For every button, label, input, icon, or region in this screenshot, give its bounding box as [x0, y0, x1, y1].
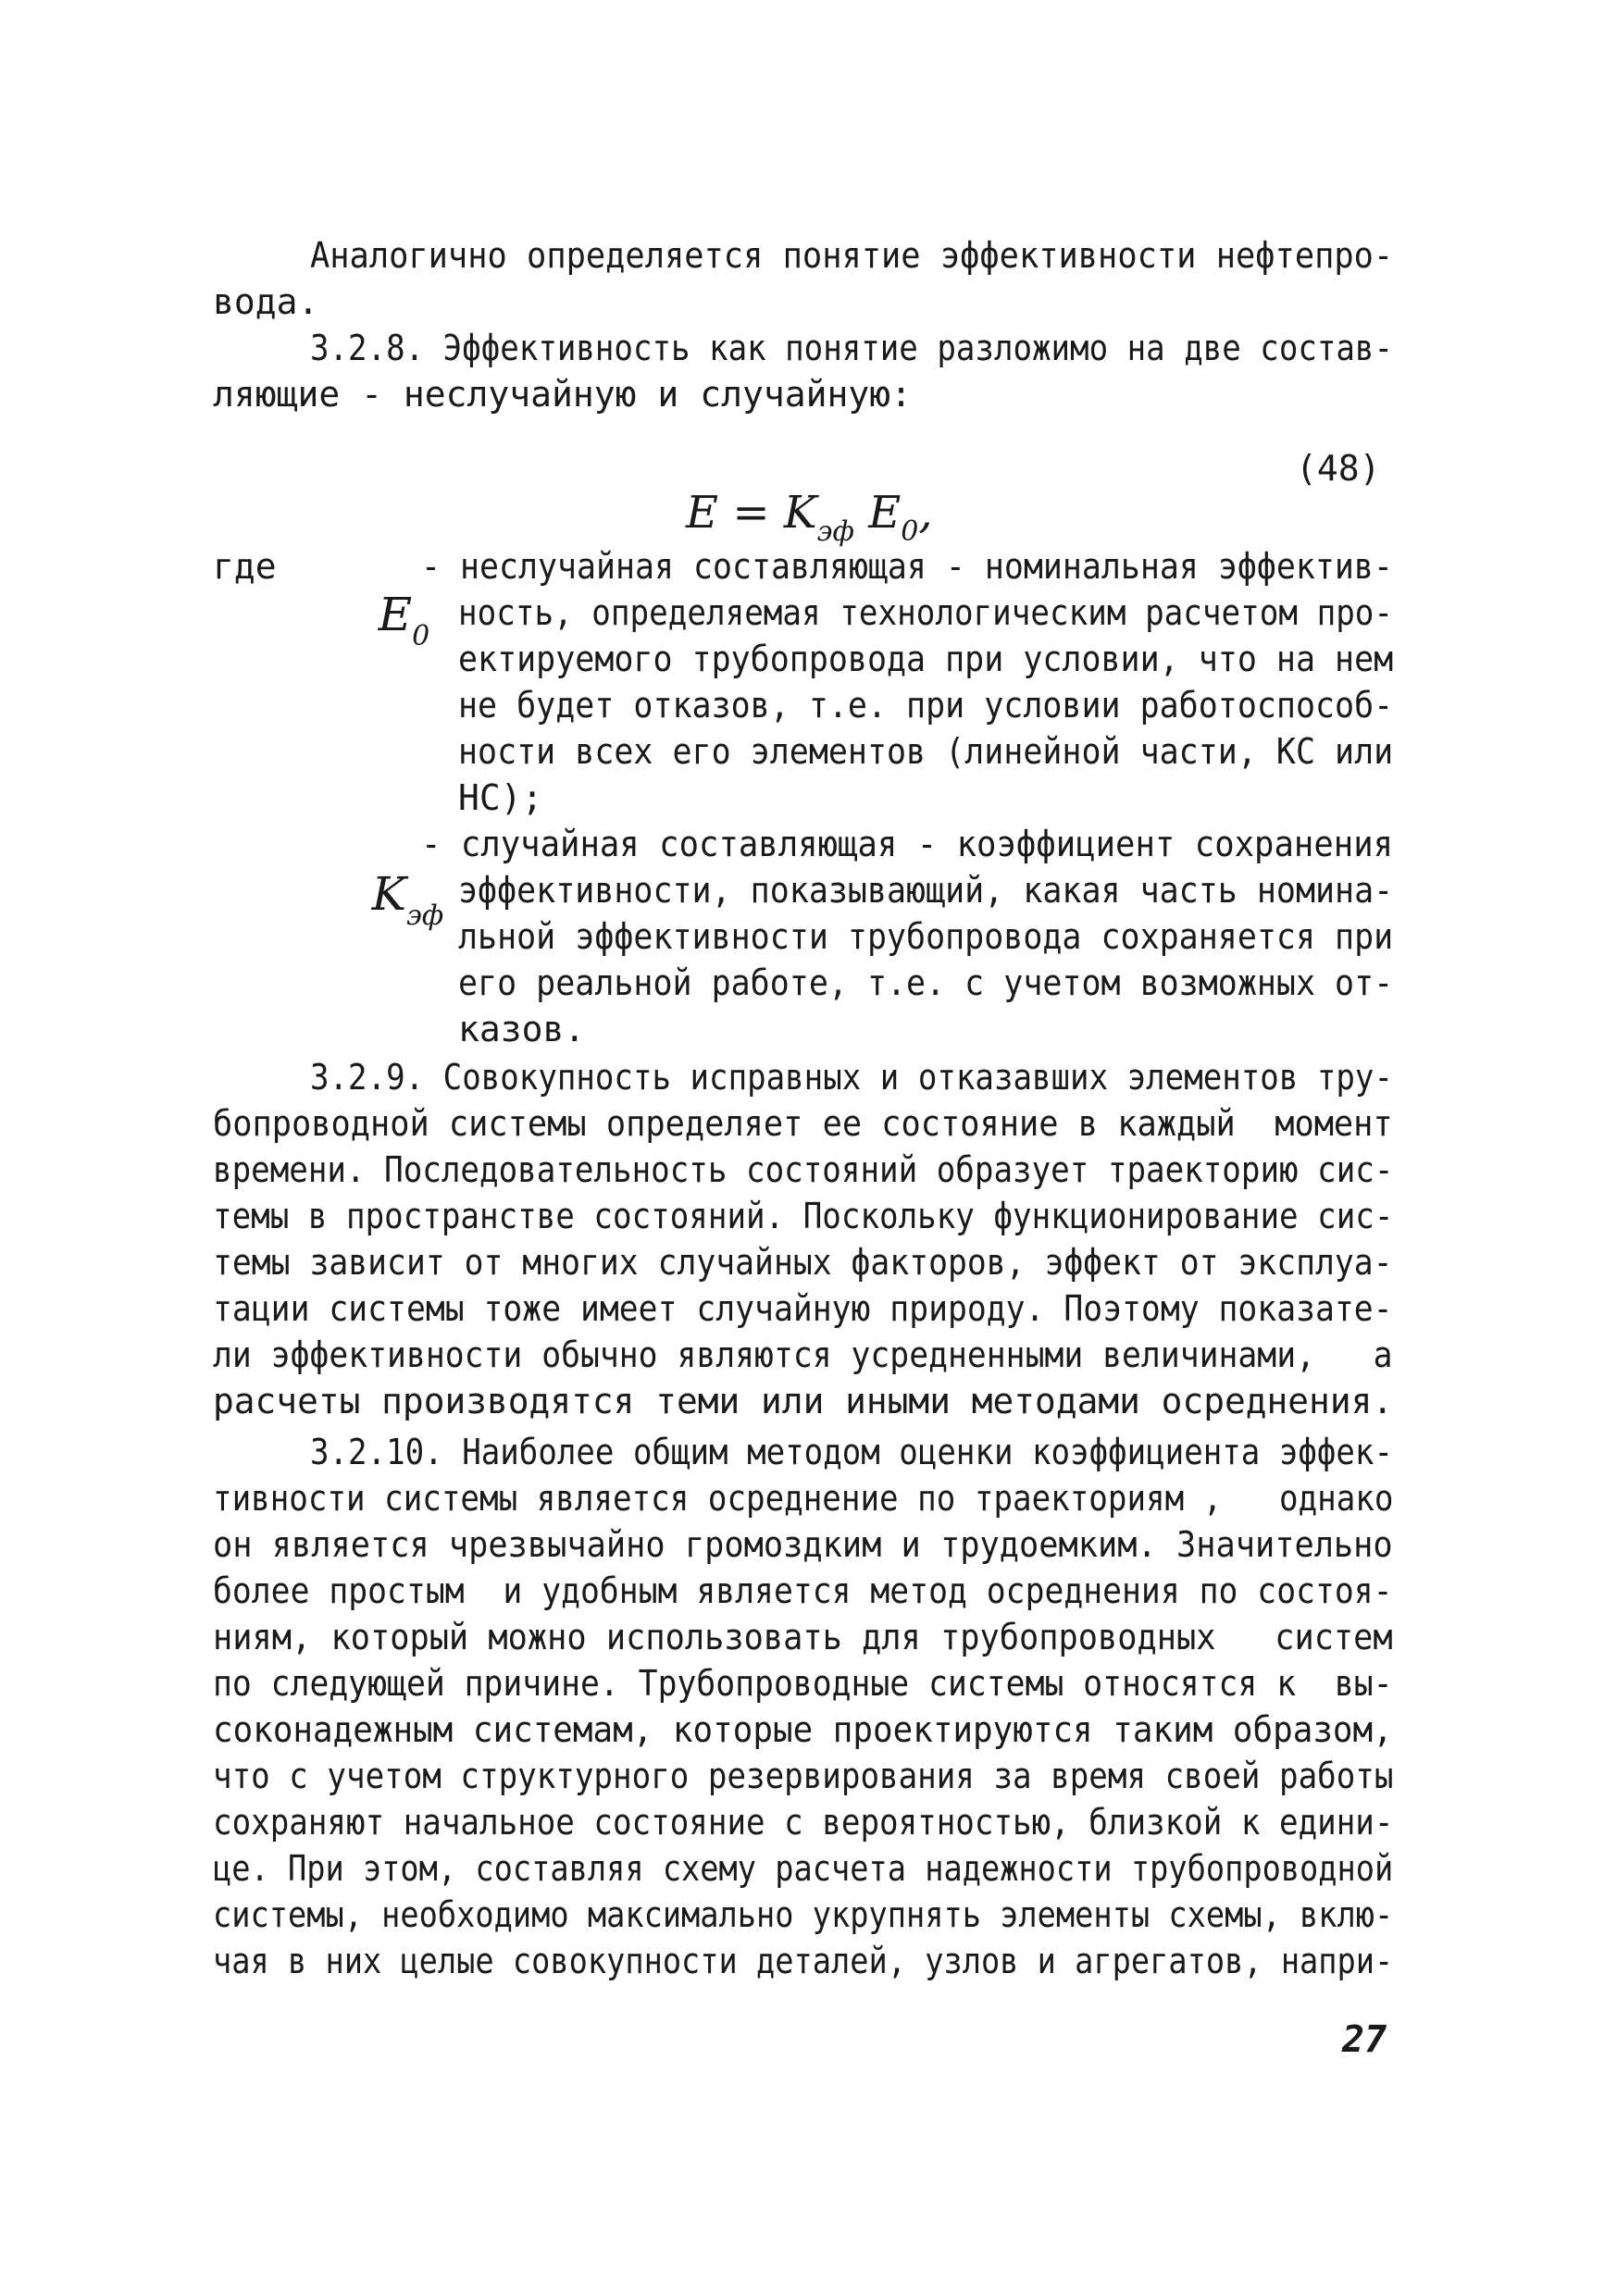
formula-e0: E [853, 487, 902, 539]
def1-line-4: не будет отказов, т.е. при условии работоспособ- [458, 685, 1394, 726]
s329-line-1: 3.2.9. Совокупность исправных и отказавших элементов тру- [310, 1057, 1393, 1098]
s3210-line-7: соконадежным системам, которые проектируются таким образом, [213, 1709, 1393, 1750]
formula-sub-eff: эф [816, 515, 854, 548]
def1-line-3: ектируемого трубопровода при условии, что на нем [458, 639, 1394, 679]
s328-line-2: ляющие - неслучайную и случайную: [213, 374, 912, 415]
def2-symbol-sub: эф [405, 900, 444, 932]
def2-line-2: эффективности, показывающий, какая часть номина- [458, 870, 1394, 911]
def2-line-5: казов. [458, 1009, 586, 1049]
def1-symbol [319, 537, 429, 714]
where-label: где [213, 546, 277, 587]
s3210-line-6: по следующей причине. Трубопроводные системы относятся к вы- [213, 1663, 1393, 1704]
s3210-line-4: более простым и удобным является метод осреднения по состоя- [213, 1570, 1393, 1611]
s3210-line-1: 3.2.10. Наиболее общим методом оценки коэффициента эффек- [310, 1432, 1393, 1472]
def1-symbol-sub: 0 [412, 620, 430, 652]
s329-line-7: ли эффективности обычно являются усредненными величинами, а [213, 1334, 1393, 1375]
def1-line-2: ность, определяемая технологическим расчетом про- [458, 592, 1394, 633]
s329-line-6: тации системы тоже имеет случайную природу. Поэтому показате- [213, 1288, 1393, 1329]
s329-line-4: темы в пространстве состояний. Поскольку функционирование сис- [213, 1196, 1394, 1236]
s3210-line-5: ниям, который можно использовать для трубопроводных систем [213, 1617, 1393, 1657]
page-number: 27 [1342, 2018, 1387, 2061]
s329-line-2: бопроводной системы определяет ее состояние в каждый момент [213, 1103, 1393, 1144]
def2-line-1: - случайная составляющая - коэффициент сохранения [421, 824, 1394, 864]
s329-line-8: расчеты производятся теми или иными методами осреднения. [213, 1381, 1394, 1421]
s3210-line-3: он является чрезвычайно громоздким и трудоемким. Значительно [213, 1524, 1393, 1565]
def2-line-3: льной эффективности трубопровода сохраняется при [458, 916, 1394, 957]
equation-number: (48) [1296, 448, 1381, 489]
s329-line-3: времени. Последовательность состояний образует траекторию сис- [213, 1149, 1394, 1190]
s3210-line-8: что с учетом структурного резервирования за время своей работы [213, 1756, 1394, 1796]
def1-line-6: НС); [458, 777, 543, 818]
def1-symbol-main: E [378, 588, 413, 641]
s3210-line-9: сохраняют начальное состояние с вероятностью, близкой к едини- [213, 1802, 1394, 1843]
intro-line-2: вода. [213, 281, 319, 322]
formula-lhs: E = K [686, 487, 817, 539]
def1-line-5: ности всех его элементов (линейной части, КС или [458, 731, 1394, 772]
s3210-line-12: чая в них целые совокупности деталей, узлов и агрегатов, напри- [213, 1941, 1394, 1981]
def2-symbol-main: K [371, 867, 406, 921]
s328-line-1: 3.2.8. Эффективность как понятие разложимо на две состав- [310, 328, 1393, 368]
formula-sub-zero: 0 [901, 515, 919, 548]
def1-line-1: - неслучайная составляющая - номинальная эффектив- [421, 546, 1393, 587]
s3210-line-10: це. При этом, составляя схему расчета надежности трубопроводной [213, 1848, 1394, 1889]
s329-line-5: темы зависит от многих случайных факторов, эффект от эксплуа- [213, 1242, 1393, 1283]
s3210-line-2: тивности системы является осреднение по траекториям , однако [213, 1478, 1394, 1519]
def2-line-4: его реальной работе, т.е. с учетом возможных от- [458, 962, 1394, 1003]
formula-comma: , [918, 487, 933, 539]
intro-line-1: Аналогично определяется понятие эффективности нефтепро- [310, 235, 1394, 276]
s3210-line-11: системы, необходимо максимально укрупнять элементы схемы, вклю- [213, 1894, 1394, 1935]
